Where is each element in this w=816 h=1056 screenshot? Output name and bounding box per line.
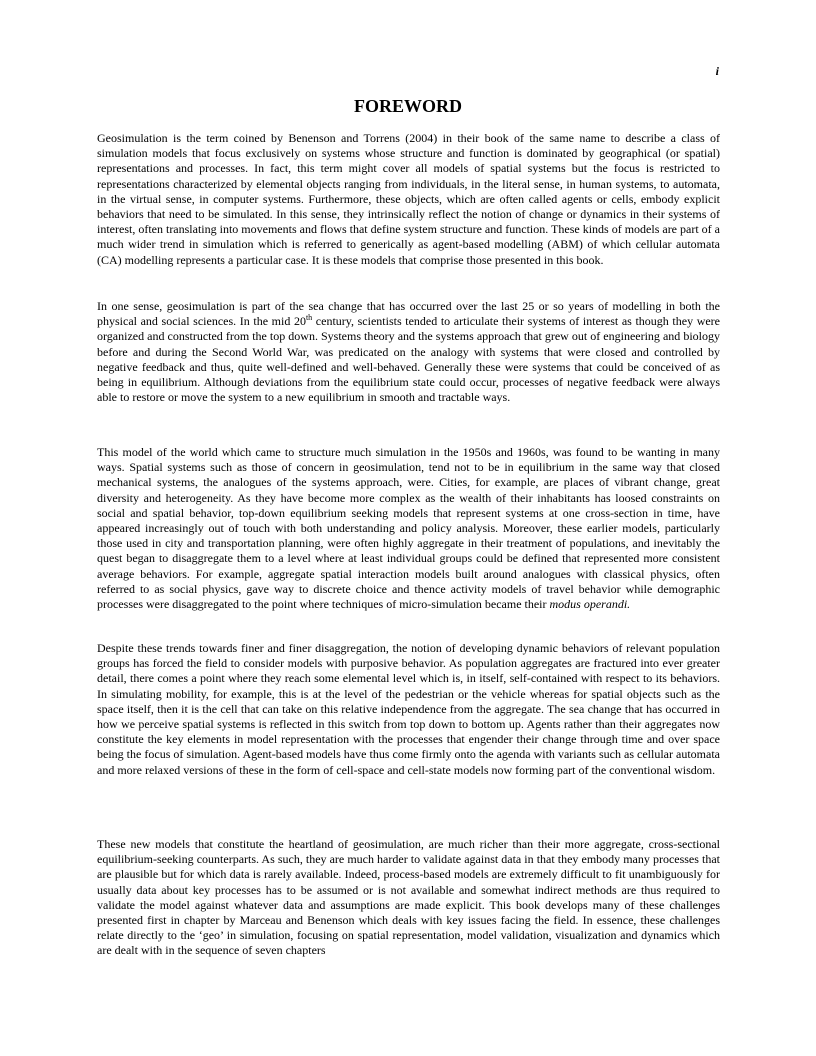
paragraph-4-text: Despite these trends towards finer and finer disaggregation, the notion of developing dynamic behaviors of relevant population groups has forced the field to consider models with purposive behavior. As population aggregates are fractured into ever greater detail, there comes a point where they reach some elemental level which is, in itself, self-contained with respect to its behaviors. In simulating mobility, for example, this is at the level of the pedestrian or the vehicle whereas for spatial objects such as the space itself, then it is the cell that can take on this relative independence from the aggregate. The sea change that has occurred in how we perceive spatial systems is reflected in this switch from top down to bottom up. Agents rather than their aggregates now constitute the key elements in model representation with the processes that engender their change through time and over space being the focus of simulation. Agent-based models have thus come firmly onto the agenda with variants such as cellular automata and more relaxed versions of these in the form of cell-space and cell-state models now forming part of the conventional wisdom.: [97, 641, 720, 777]
paragraph-1-text: Geosimulation is the term coined by Benenson and Torrens (2004) in their book of the same name to describe a class of simulation models that focus exclusively on systems whose structure and function is dominated by geographical (or spatial) representations and processes. In fact, this term might cover all models of spatial systems but the focus is restricted to representations characterized by elemental objects ranging from individuals, in the literal sense, in human systems, to automata, in the virtual sense, in computer systems. Furthermore, these objects, which are often called agents or cells, embody explicit behaviors that need to be simulated. In this sense, they intrinsically reflect the notion of change or dynamics in their systems of interest, often translating into movements and flows that define system structure and function. These kinds of models are part of a much wider trend in simulation which is referred to generically as agent-based modelling (ABM) of which cellular automata (CA) modelling represents a particular case. It is these models that comprise those presented in this book.: [97, 131, 720, 267]
paragraph-5-text: These new models that constitute the heartland of geosimulation, are much richer than their more aggregate, cross-sectional equilibrium-seeking counterparts. As such, they are much harder to validate against data in that they embody many processes that are plausible but for which data is rarely available. Indeed, process-based models are extremely difficult to fit unambiguously for usually data about key processes has to be assumed or is not available and somewhat indirect methods are thus required to validate the model against whatever data and assumptions are made explicit. This book develops many of these challenges presented first in chapter by Marceau and Benenson which deals with key issues facing the field. In essence, these challenges relate directly to the ‘geo’ in simulation, focusing on spatial representation, model validation, visualization and dynamics which are dealt with in the sequence of seven chapters: [97, 837, 720, 958]
paragraph-2-text-b: century, scientists tended to articulate their systems of interest as though they were organized and constructed from the top down. Systems theory and the systems approach that grew out of engineering and biology before and during the Second World War, was predicated on the analogy with systems that were closed and controlled by negative feedback and thus, quite well-defined and well-behaved. Generally these were systems that could be conceived of as being in equilibrium. Although deviations from the equilibrium state could occur, processes of negative feedback were always able to restore or move the system to a new equilibrium in smooth and tractable ways.: [97, 314, 721, 405]
body-text: [97, 131, 720, 959]
page-title: FOREWORD: [354, 96, 462, 116]
paragraph-1: [97, 131, 720, 289]
paragraph-3-text-a: This model of the world which came to structure much simulation in the 1950s and 1960s, was found to be wanting in many ways. Spatial systems such as those of concern in geosimulation, tend not to be in equilibrium in the same way that closed mechanical systems, the analogues of the systems approach, were. Cities, for example, are places of vibrant change, great diversity and heterogeneity. As they have become more complex as the wealth of their inhabitants has loosed constraints on social and spatial behavior, top-down equilibrium seeking models that represent systems at one cross-section in time, have appeared increasingly out of touch with both understanding and policy analysis. Moreover, these earlier models, particularly those used in city and transportation planning, were often highly aggregate in their treatment of populations, and inevitably the quest began to disaggregate them to a level where at least individual groups could be defined that represented more consistent average behaviors. For example, aggregate spatial interaction models built around analogues with classical physics, often referred to as social physics, gave way to discrete choice and thence activity models of travel behavior while demographic processes were disaggregated to the point where techniques of micro-simulation became their: [97, 445, 720, 612]
superscript-th: th: [305, 313, 313, 323]
paragraph-5: [97, 837, 720, 959]
paragraph-3-italic: modus operandi.: [549, 597, 631, 612]
paragraph-2-text-a: In one sense, geosimulation is part of the sea change that has occurred over the last 25 or so years of modelling in both the physical and social sciences. In the mid 20: [97, 299, 720, 329]
paragraph-2: [97, 299, 720, 435]
paragraph-3: [97, 445, 720, 631]
page-number: i: [715, 64, 719, 78]
paragraph-4: [97, 641, 720, 827]
